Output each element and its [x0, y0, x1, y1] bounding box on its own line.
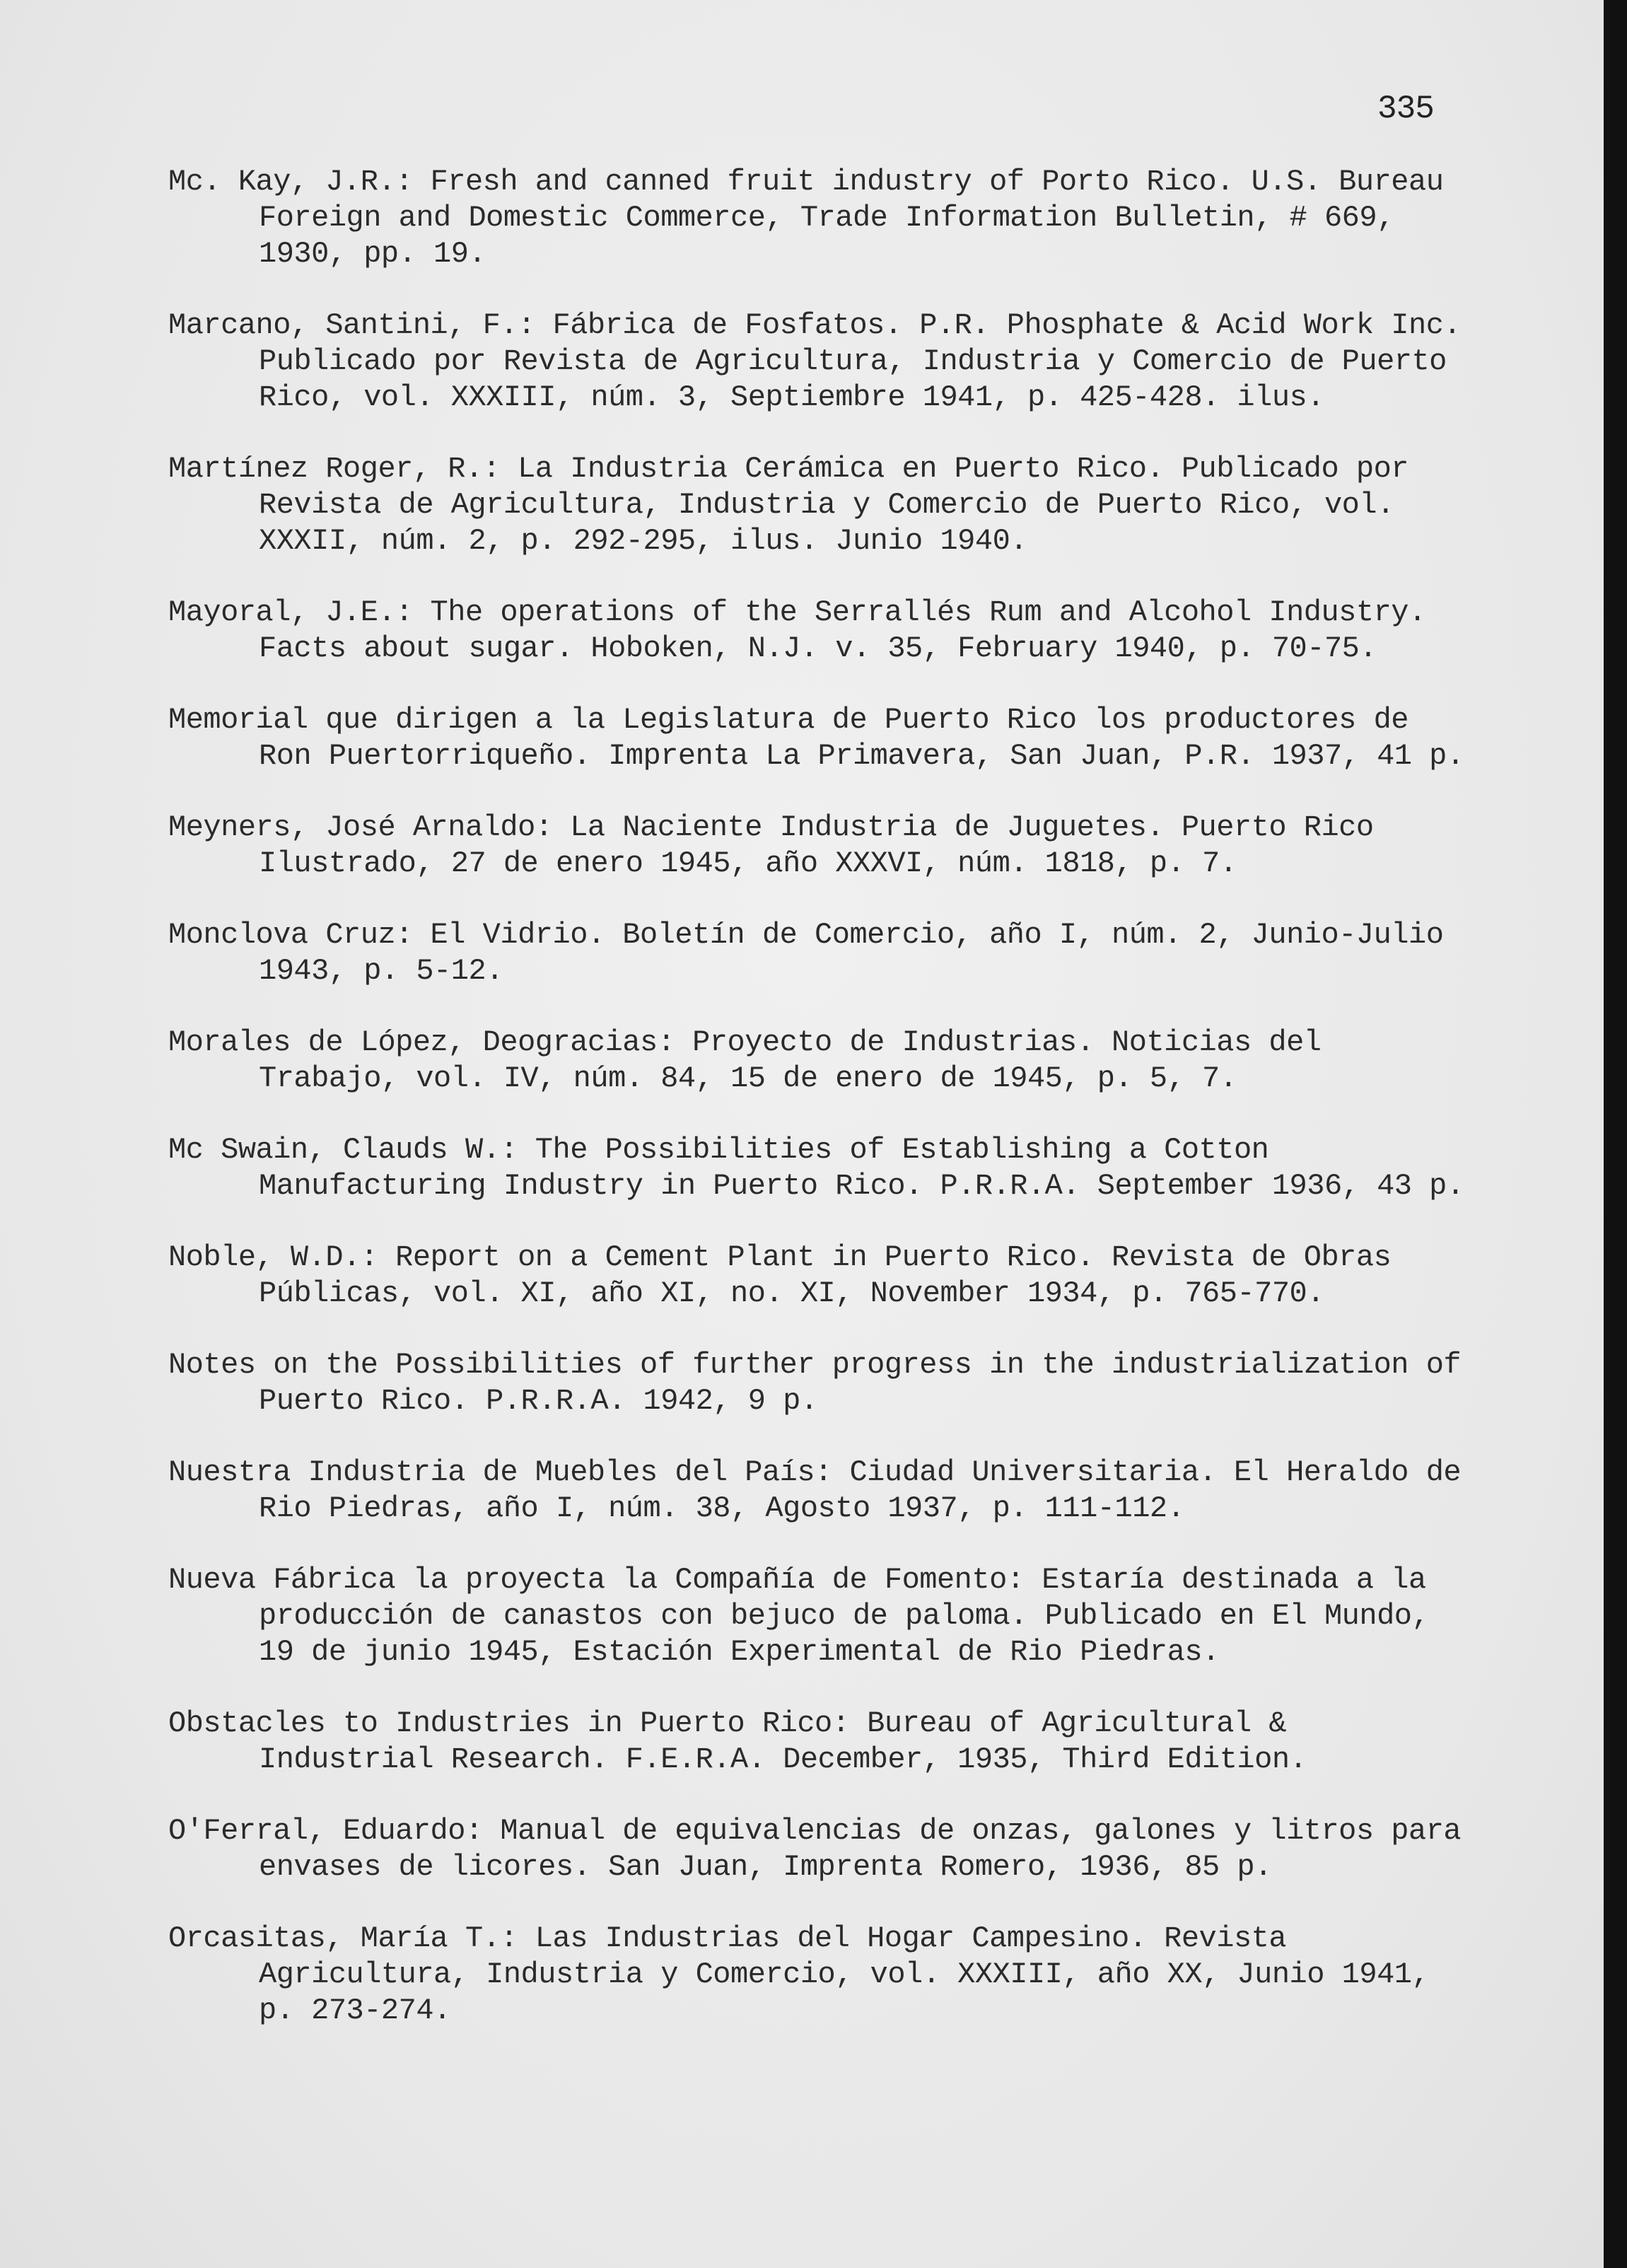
bibliography-entry: Marcano, Santini, F.: Fábrica de Fosfatos. P.R. Phosphate & Acid Work Inc. Publicado por Revista de Agricultura, Industria y Comercio de Puerto Rico, vol. XXXIII, núm. 3, Septiembre 1941, p. 425-428. ilus. [168, 308, 1462, 414]
bibliography-entry: Mc. Kay, J.R.: Fresh and canned fruit industry of Porto Rico. U.S. Bureau Foreign and Domestic Commerce, Trade Information Bulletin, # 669, 1930, pp. 19. [168, 165, 1444, 271]
bibliography-entry: Monclova Cruz: El Vidrio. Boletín de Comercio, año I, núm. 2, Junio-Julio 1943, p. 5-12. [168, 918, 1444, 988]
scan-edge [1604, 0, 1627, 2268]
bibliography-entry: Memorial que dirigen a la Legislatura de Puerto Rico los productores de Ron Puertorriqueño. Imprenta La Primavera, San Juan, P.R. 1937, 41 p. [168, 703, 1464, 773]
bibliography-entry: Noble, W.D.: Report on a Cement Plant in Puerto Rico. Revista de Obras Públicas, vol. XI, año XI, no. XI, November 1934, p. 765-770. [168, 1240, 1392, 1310]
bibliography-entry: Nueva Fábrica la proyecta la Compañía de Fomento: Estaría destinada a la producción de canastos con bejuco de paloma. Publicado en El Mundo, 19 de junio 1945, Estación Experimental de Rio Piedras. [168, 1563, 1430, 1669]
bibliography-entry: O'Ferral, Eduardo: Manual de equivalencias de onzas, galones y litros para envases de licores. San Juan, Imprenta Romero, 1936, 85 p. [168, 1814, 1462, 1884]
bibliography-entry: Notes on the Possibilities of further progress in the industrialization of Puerto Rico. P.R.R.A. 1942, 9 p. [168, 1348, 1462, 1418]
bibliography-entry: Mc Swain, Clauds W.: The Possibilities of Establishing a Cotton Manufacturing Industry in Puerto Rico. P.R.R.A. September 1936, 43 p. [168, 1133, 1464, 1203]
bibliography-entry: Martínez Roger, R.: La Industria Cerámica en Puerto Rico. Publicado por Revista de Agricultura, Industria y Comercio de Puerto Rico, vol. XXXII, núm. 2, p. 292-295, ilus. Junio 1940. [168, 452, 1409, 558]
bibliography-entry: Mayoral, J.E.: The operations of the Serrallés Rum and Alcohol Industry. Facts about sugar. Hoboken, N.J. v. 35, February 1940, p. 70-75. [168, 595, 1426, 665]
bibliography-entry: Orcasitas, María T.: Las Industrias del Hogar Campesino. Revista Agricultura, Industria y Comercio, vol. XXXIII, año XX, Junio 1941, p. 273-274. [168, 1921, 1430, 2028]
page-number: 335 [1377, 91, 1434, 127]
bibliography-entry: Morales de López, Deogracias: Proyecto de Industrias. Noticias del Trabajo, vol. IV, núm. 84, 15 de enero de 1945, p. 5, 7. [168, 1025, 1322, 1095]
bibliography-entry: Nuestra Industria de Muebles del País: Ciudad Universitaria. El Heraldo de Rio Piedras, año I, núm. 38, Agosto 1937, p. 111-112. [168, 1455, 1462, 1525]
bibliography-entry: Meyners, José Arnaldo: La Naciente Industria de Juguetes. Puerto Rico Ilustrado, 27 de enero 1945, año XXXVI, núm. 1818, p. 7. [168, 810, 1374, 880]
bibliography-entry: Obstacles to Industries in Puerto Rico: Bureau of Agricultural & Industrial Research. F.E.R.A. December, 1935, Third Edition. [168, 1706, 1307, 1776]
bibliography-list [168, 164, 1476, 2064]
